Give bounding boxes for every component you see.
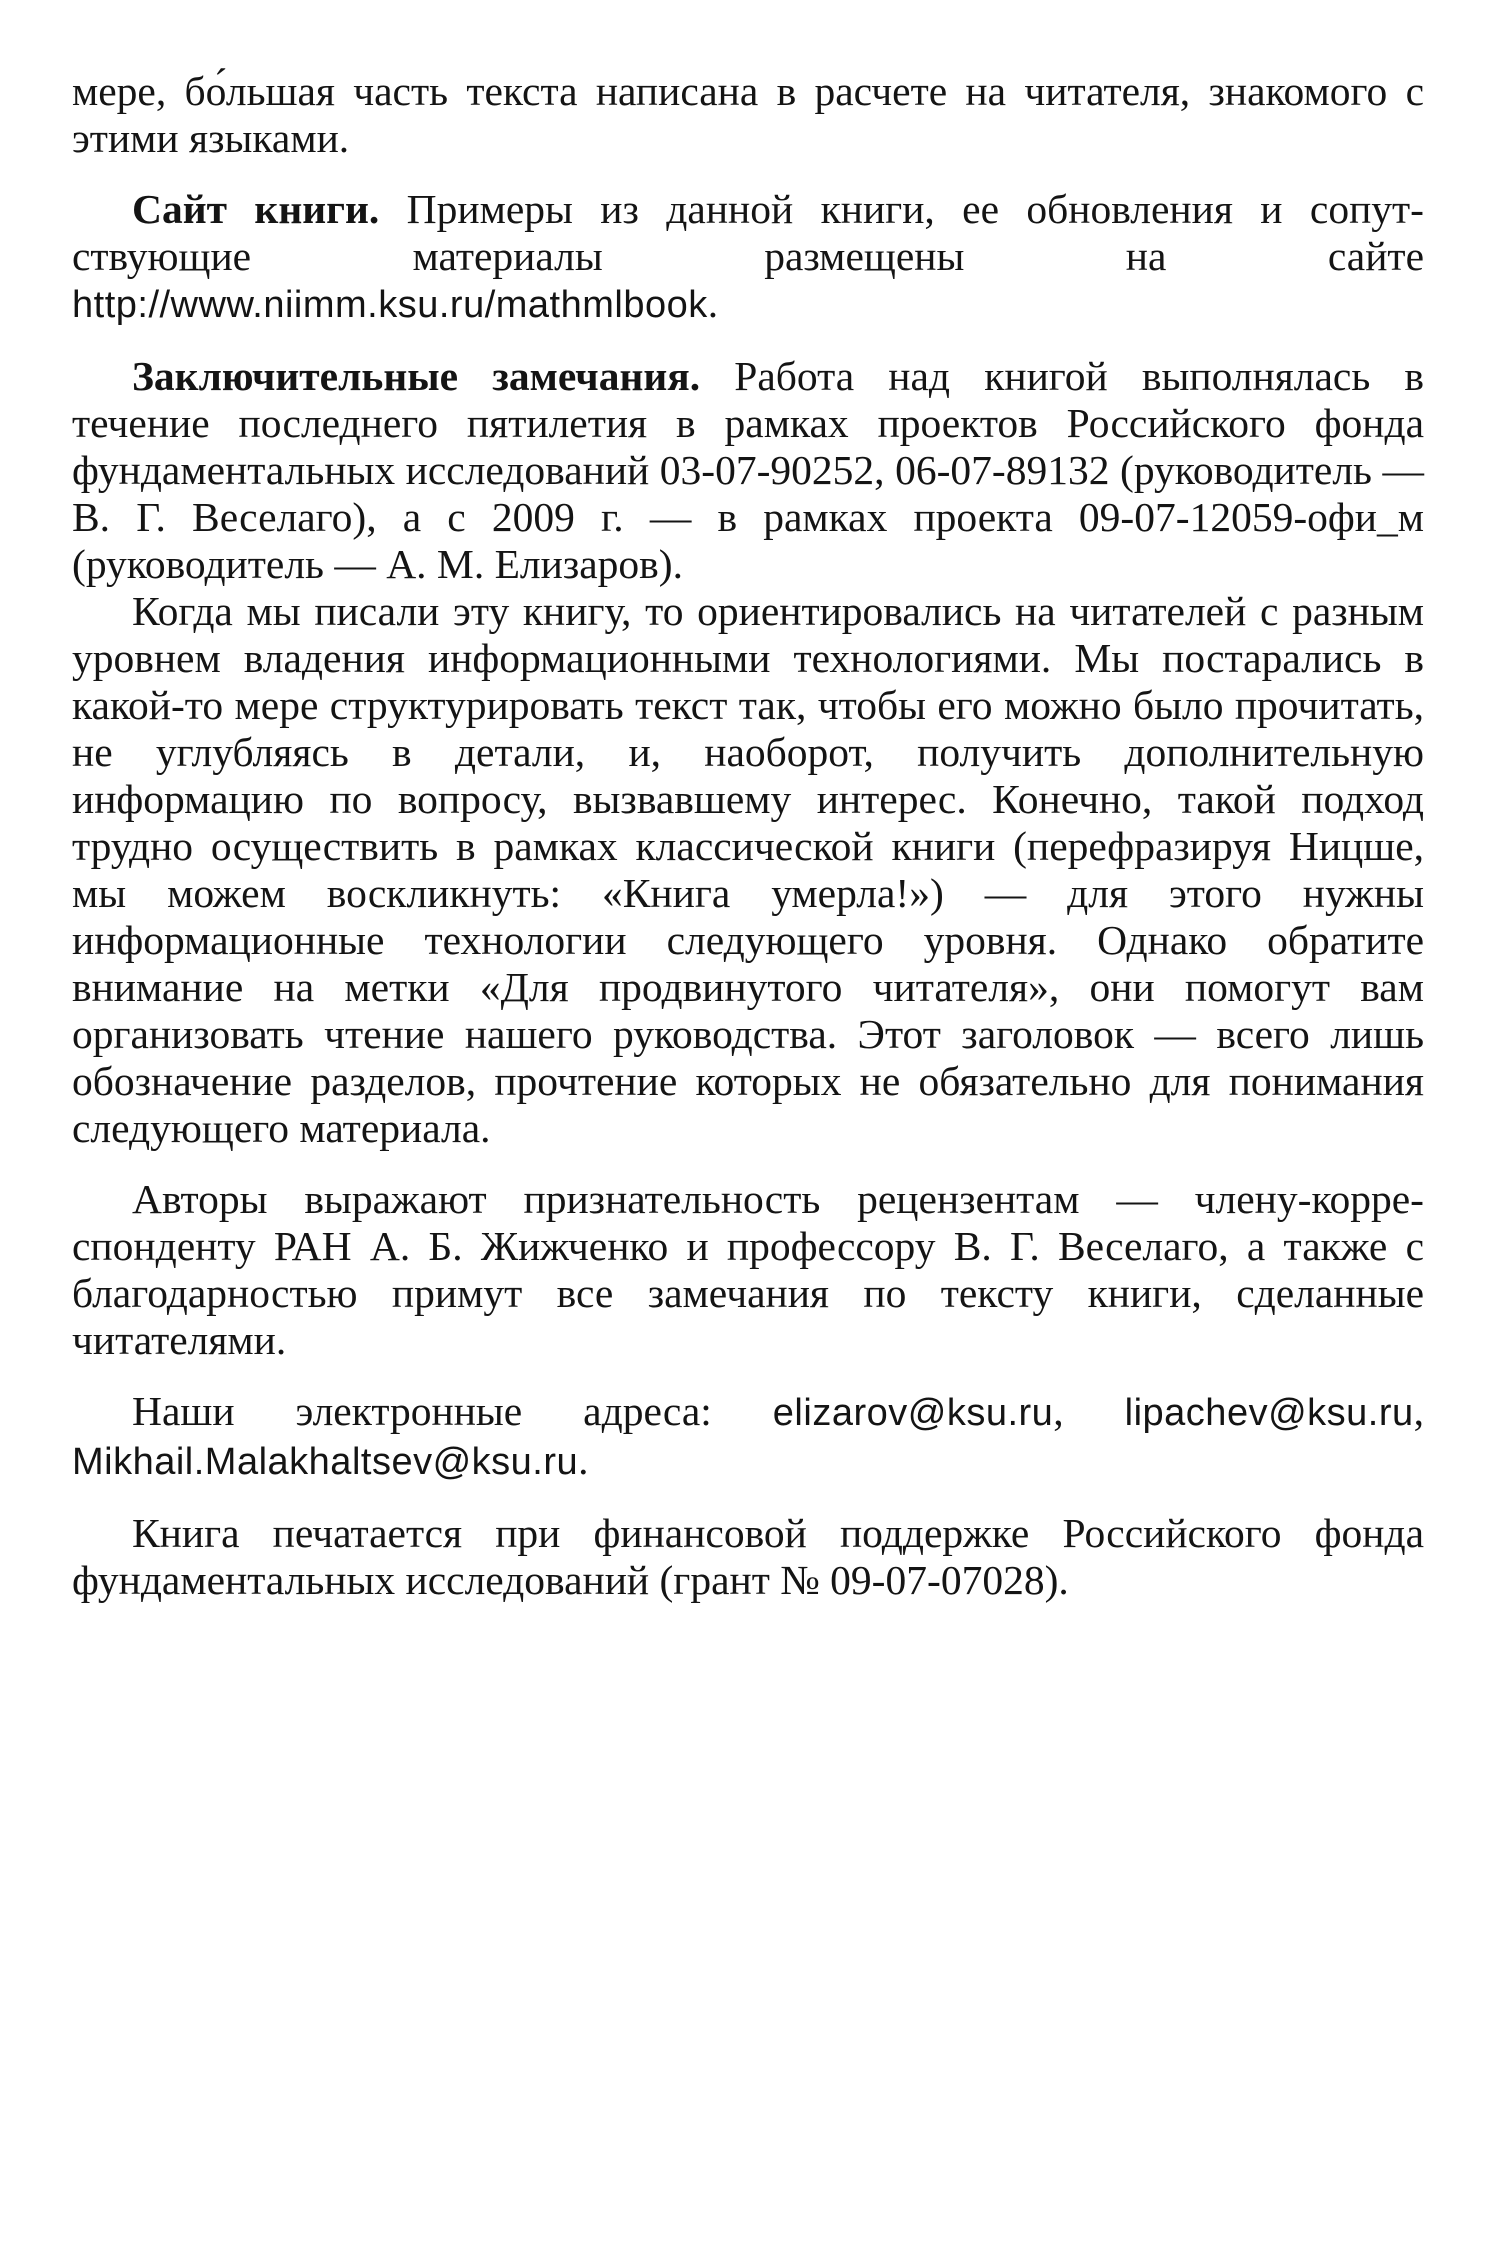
emails-end: . [578,1437,589,1483]
site-url-link[interactable]: http://www.niimm.ksu.ru/mathmlbook [72,284,708,326]
email-link-malakhaltsev[interactable]: Mikhail.Malakhaltsev@ksu.ru [72,1441,579,1483]
paragraph-acknowledgements: Авторы выражают признательность рецензентам — члену-корреспонденту РАН А. Б. Жижченко и профессору В. Г. Веселаго, а также с благодарностью примут все замечания по тексту книги, сделанные читателями. [72,1176,1424,1363]
site-end: . [707,280,719,326]
email-separator: , [1053,1388,1064,1434]
emails-intro: Наши электронные адреса: [132,1388,712,1434]
site-heading: Сайт книги. [132,186,380,232]
paragraph-readers: Когда мы писали эту книгу, то ориентировались на читателей с разным уровнем владения информационными технологиями. Мы постарались в какой-то мере структурировать текст так, чтобы его можно было прочитать, не углубляясь в детали, и, наоборот, получить дополнительную информацию по вопросу, вызвавшему интерес. Конечно, такой подход трудно осуществить в рамках классической книги (перефразируя Ницше, мы можем воскликнуть: «Книга умерла!») — для этого нужны информационные технологии следующего уровня. Однако обратите внимание на метки «Для продвинутого читателя», они помогут вам организовать чтение нашего руководства. Этот заголовок — всего лишь обозначение разделов, прочтение которых не обязательно для понимания следующего материала. [72,588,1424,1151]
email-link-lipachev[interactable]: lipachev@ksu.ru [1124,1392,1414,1434]
email-separator: , [1413,1388,1425,1434]
paragraph-site [72,186,1424,329]
paragraph-final-remarks [72,353,1424,588]
final-text: Работа над книгой выполнялась в течение последнего пятилетия в рамках проектов Российского фонда фундаментальных исследований 03-07-90252, 06-07-89132 (руководитель — В. Г. Веселаго), а с 2009 г. — в рамках проекта 09-07-12059-офи_м (руководитель — А. М. Елизаров). [72,353,1424,587]
final-heading: Заключительные замечания. [132,353,701,399]
site-text: Примеры из данной книги, ее обновления и сопутствующие материалы размещены на сайте [72,186,1424,279]
paragraph-emails [72,1388,1424,1486]
paragraph-funding: Книга печатается при финансовой поддержке Российского фонда фундаментальных исследований (грант № 09-07-07028). [72,1510,1424,1603]
email-link-elizarov[interactable]: elizarov@ksu.ru [772,1392,1054,1434]
page-text [72,68,1424,1604]
paragraph-continuation: мере, бо́льшая часть текста написана в расчете на читателя, знакомого с этими языками. [72,68,1424,161]
